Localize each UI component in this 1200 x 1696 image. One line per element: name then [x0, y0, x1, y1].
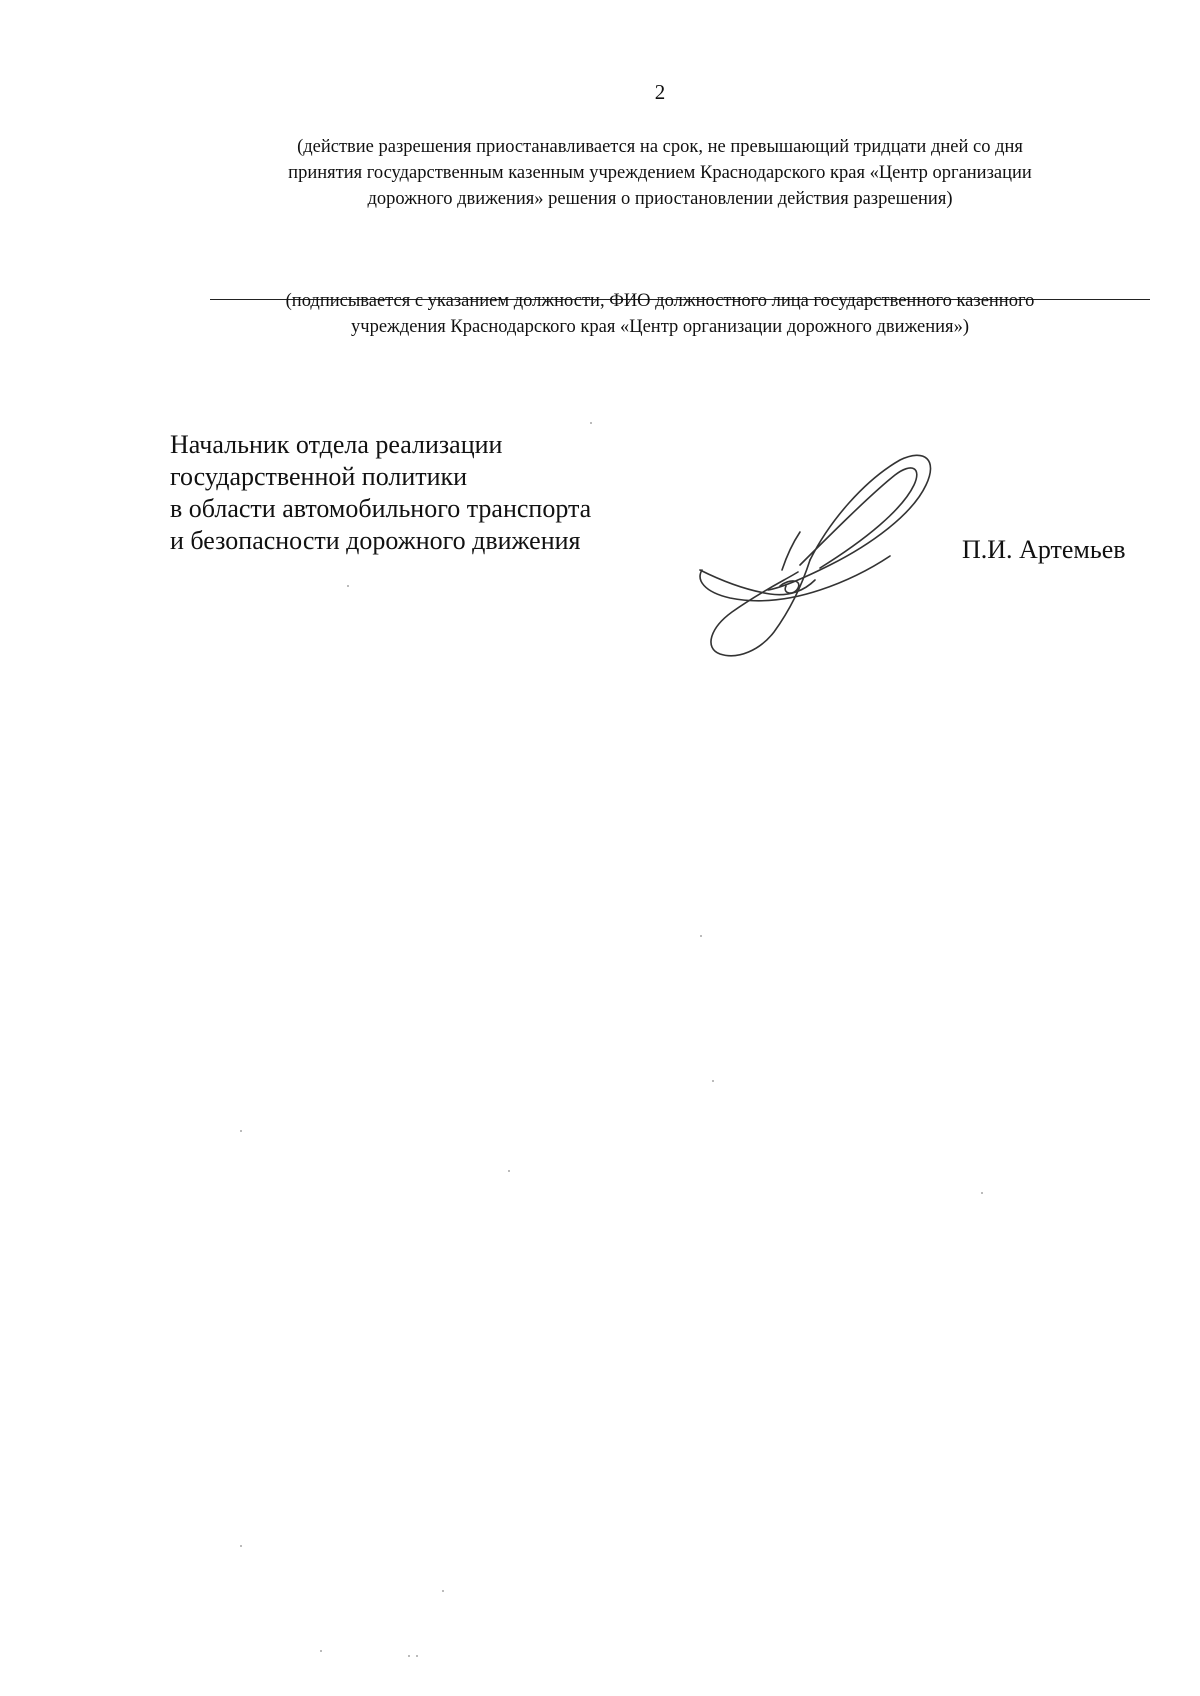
- suspension-note-line: принятия государственным казенным учреждением Краснодарского края «Центр организации: [288, 163, 1032, 183]
- suspension-note: [170, 134, 1150, 212]
- scan-speck: [712, 1080, 714, 1082]
- scan-speck: [347, 585, 349, 587]
- signer-position: [170, 429, 591, 557]
- signer-position-line: Начальник отдела реализации: [170, 430, 503, 459]
- signer-position-line: в области автомобильного транспорта: [170, 494, 592, 523]
- scan-speck: [981, 1192, 983, 1194]
- scan-speck: [508, 1170, 510, 1172]
- scan-speck: [240, 1545, 242, 1547]
- scan-speck: [590, 422, 592, 424]
- scan-speck: [442, 1590, 444, 1592]
- suspension-note-line: дорожного движения» решения о приостановлении действия разрешения): [367, 189, 953, 209]
- scan-speck: [408, 1655, 410, 1657]
- signer-position-line: государственной политики: [170, 462, 468, 491]
- handwritten-signature: [690, 440, 950, 670]
- scan-speck: [416, 1655, 418, 1657]
- suspension-note-line: (действие разрешения приостанавливается на срок, не превышающий тридцати дней со дня: [297, 137, 1023, 157]
- signature-note-line: учреждения Краснодарского края «Центр организации дорожного движения»): [351, 317, 969, 337]
- scan-speck: [320, 1650, 322, 1652]
- page-number: 2: [654, 80, 666, 104]
- signer-name: П.И. Артемьев: [962, 535, 1126, 564]
- signer-position-line: и безопасности дорожного движения: [170, 526, 581, 555]
- signature-note: [170, 288, 1150, 340]
- scan-speck: [700, 935, 702, 937]
- scan-speck: [240, 1130, 242, 1132]
- signature-note-line: (подписывается с указанием должности, ФИО должностного лица государственного казенного: [285, 291, 1035, 311]
